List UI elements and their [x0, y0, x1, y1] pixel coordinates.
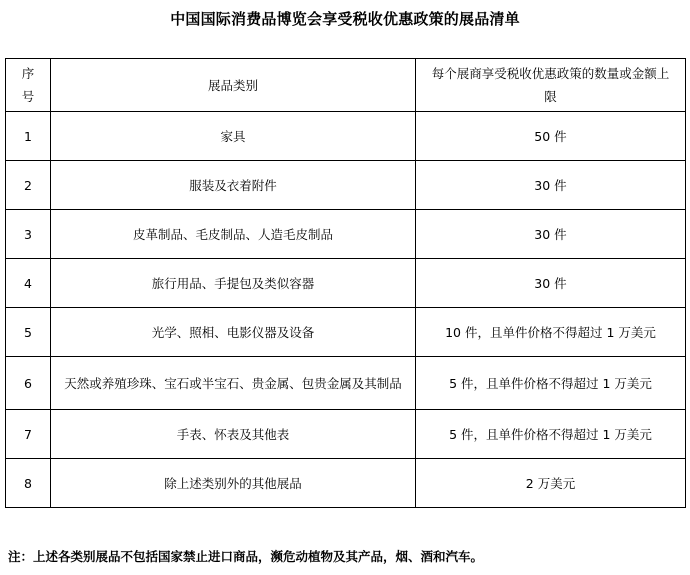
table-row	[6, 308, 686, 357]
row-category: 皮革制品、毛皮制品、人造毛皮制品	[51, 210, 416, 259]
row-index: 5	[6, 308, 51, 357]
row-index: 6	[6, 357, 51, 410]
row-category: 旅行用品、手提包及类似容器	[51, 259, 416, 308]
table-row	[6, 210, 686, 259]
page-title: 中国国际消费品博览会享受税收优惠政策的展品清单	[170, 10, 520, 28]
table-row	[6, 459, 686, 508]
row-category	[51, 357, 416, 410]
row-category-text: 天然或养殖珍珠、宝石或半宝石、贵金属、包贵金属及其制品	[64, 375, 402, 391]
row-limit: 30 件	[416, 210, 686, 259]
row-category: 除上述类别外的其他展品	[51, 459, 416, 508]
row-index: 2	[6, 161, 51, 210]
header-limit-text: 每个展商享受税收优惠政策的数量或金额上限	[431, 66, 670, 104]
row-limit: 2 万美元	[416, 459, 686, 508]
header-index	[6, 59, 51, 112]
row-category: 服装及衣着附件	[51, 161, 416, 210]
table-row	[6, 259, 686, 308]
row-category: 手表、怀表及其他表	[51, 410, 416, 459]
row-limit: 50 件	[416, 112, 686, 161]
row-limit: 5 件，且单件价格不得超过 1 万美元	[416, 357, 686, 410]
header-index-text: 序 号	[21, 66, 35, 104]
table-row	[6, 357, 686, 410]
header-category	[51, 59, 416, 112]
row-index: 1	[6, 112, 51, 161]
header-category-text: 展品类别	[207, 77, 258, 93]
row-category: 光学、照相、电影仪器及设备	[51, 308, 416, 357]
header-limit	[416, 59, 686, 112]
row-category: 家具	[51, 112, 416, 161]
row-limit: 30 件	[416, 259, 686, 308]
table-row	[6, 112, 686, 161]
exhibit-list-table	[5, 58, 686, 508]
row-index: 8	[6, 459, 51, 508]
row-limit: 10 件，且单件价格不得超过 1 万美元	[416, 308, 686, 357]
footnote: 注：上述各类别展品不包括国家禁止进口商品，濒危动植物及其产品，烟、酒和汽车。	[8, 549, 484, 564]
row-limit: 5 件，且单件价格不得超过 1 万美元	[416, 410, 686, 459]
row-index: 3	[6, 210, 51, 259]
row-limit: 30 件	[416, 161, 686, 210]
row-index: 7	[6, 410, 51, 459]
table-row	[6, 161, 686, 210]
row-index: 4	[6, 259, 51, 308]
table-header-row	[6, 59, 686, 112]
table-row	[6, 410, 686, 459]
